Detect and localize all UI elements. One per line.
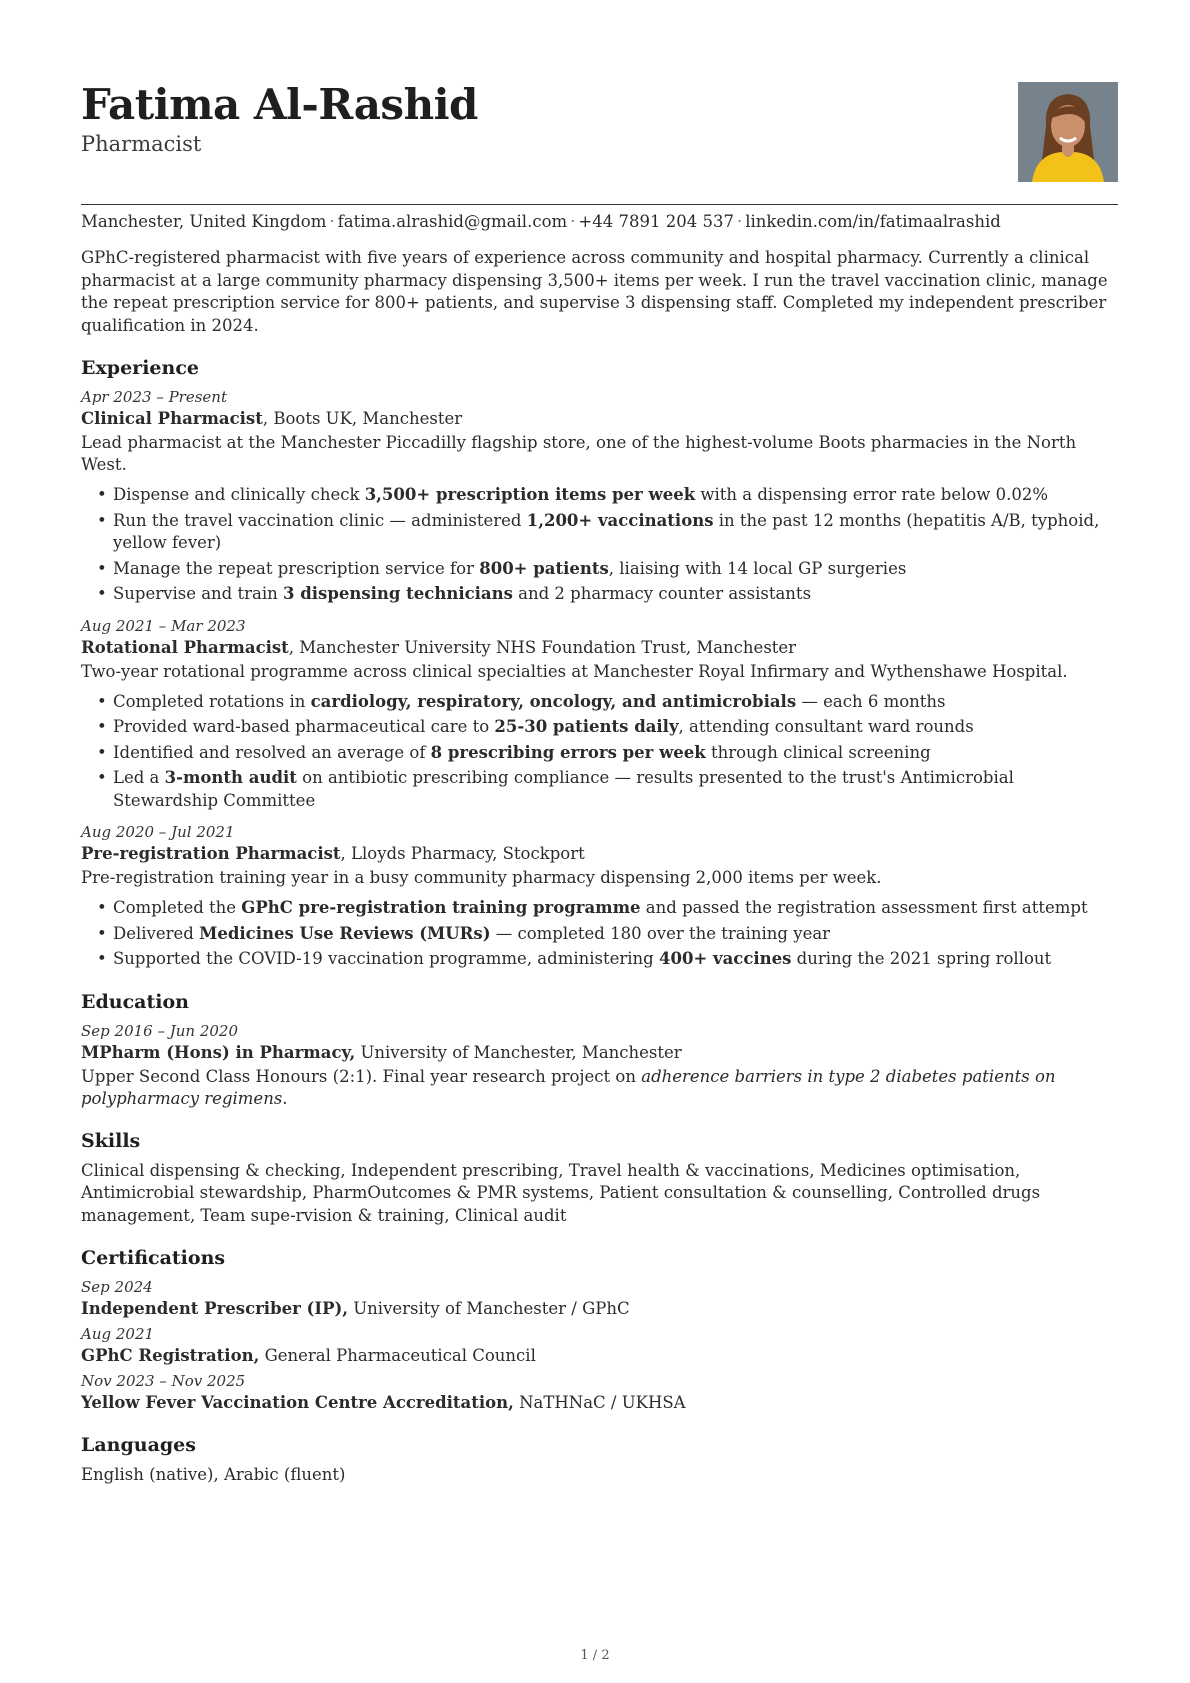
job-description: Two-year rotational programme across clinical specialties at Manchester Royal Infirmary and Wythenshawe Hospital.	[81, 661, 1068, 681]
job-bullet: • Led a 3-month audit on antibiotic prescribing compliance — results presented to the trust's Antimicrobial Stewardship Committee	[113, 767, 1118, 812]
job-role-line	[81, 408, 1118, 430]
certification-line	[81, 1298, 1118, 1320]
header	[81, 82, 1118, 196]
job-bullets	[81, 897, 1118, 971]
header-divider	[81, 204, 1118, 205]
certification-entry	[81, 1324, 1118, 1367]
experience-entry	[81, 616, 1118, 813]
contact-email[interactable]: fatima.alrashid@gmail.com	[337, 212, 568, 231]
certification-issuer: NaTHNaC / UKHSA	[513, 1393, 686, 1412]
job-bullet: • Run the travel vaccination clinic — administered 1,200+ vaccinations in the past 12 months (hepatitis A/B, typhoid, yellow fever)	[113, 510, 1118, 555]
certification-entry	[81, 1277, 1118, 1320]
languages-list: English (native), Arabic (fluent)	[81, 1465, 346, 1484]
job-bullet: • Dispense and clinically check 3,500+ prescription items per week with a dispensing error rate below 0.02%	[113, 484, 1118, 507]
job-role: Pre-registration Pharmacist	[81, 844, 341, 863]
job-description: Lead pharmacist at the Manchester Piccadilly flagship store, one of the highest-volume Boots pharmacies in the North West.	[81, 433, 1077, 474]
job-bullets	[81, 691, 1118, 813]
experience-entry	[81, 387, 1118, 606]
job-employer: , Boots UK, Manchester	[262, 409, 463, 428]
certifications-heading: Certifications	[81, 1247, 226, 1269]
certification-issuer: General Pharmaceutical Council	[259, 1346, 536, 1365]
job-bullet: • Manage the repeat prescription service for 800+ patients, liaising with 14 local GP surgeries	[113, 558, 1118, 581]
certification-name: Independent Prescriber (IP),	[81, 1299, 349, 1318]
experience-entry	[81, 822, 1118, 971]
contact-separator: ·	[329, 212, 335, 231]
contact-linkedin[interactable]: linkedin.com/in/fatimaalrashid	[745, 212, 1001, 231]
job-bullet: • Provided ward-based pharmaceutical care to 25-30 patients daily, attending consultant ward rounds	[113, 716, 1118, 739]
contact-line	[81, 212, 1118, 231]
skills-list: Clinical dispensing & checking, Independent prescribing, Travel health & vaccinations, Medicines optimisation, Antimicrobial stewardship, PharmOutcomes & PMR systems, Patient consultation & counselling, Controlled drugs management, Team supe-rvision & training, Clinical audit	[81, 1160, 1041, 1225]
job-employer: , Manchester University NHS Foundation Trust, Manchester	[288, 637, 797, 657]
education-school: University of Manchester, Manchester	[355, 1042, 682, 1062]
job-employer: , Lloyds Pharmacy, Stockport	[340, 844, 585, 863]
certification-date: Aug 2021	[81, 1325, 155, 1343]
professional-summary: GPhC-registered pharmacist with five years of experience across community and hospital pharmacy. Currently a clinical pharmacist at a large community pharmacy dispensing 3,500+ items per week. I run the travel vaccination clinic, manage the repeat prescription service for 800+ patients, and supervise 3 dispensing staff. Completed my independent prescriber qualification in 2024.	[81, 248, 1108, 335]
certification-date: Nov 2023 – Nov 2025	[81, 1372, 246, 1390]
certification-line	[81, 1392, 1118, 1414]
education-description: Upper Second Class Honours (2:1). Final year research project on adherence barriers in type 2 diabetes patients on polypharmacy regimens.	[81, 1066, 1056, 1108]
experience-heading: Experience	[81, 357, 199, 379]
education-degree-line	[81, 1042, 1118, 1064]
job-role: Rotational Pharmacist	[81, 637, 289, 657]
certification-issuer: University of Manchester / GPhC	[348, 1299, 630, 1318]
job-bullet: • Completed the GPhC pre-registration training programme and passed the registration assessment first attempt	[113, 897, 1118, 920]
resume-page	[81, 64, 1118, 1486]
job-bullet: • Delivered Medicines Use Reviews (MURs) — completed 180 over the training year	[113, 923, 1118, 946]
job-bullet: • Identified and resolved an average of 8 prescribing errors per week through clinical screening	[113, 742, 1118, 765]
education-date: Sep 2016 – Jun 2020	[81, 1021, 239, 1040]
job-bullet: • Completed rotations in cardiology, respiratory, oncology, and antimicrobials — each 6 months	[113, 691, 1118, 714]
certification-line	[81, 1345, 1118, 1367]
job-bullets	[81, 484, 1118, 606]
job-bullet: • Supported the COVID-19 vaccination programme, administering 400+ vaccines during the 2021 spring rollout	[113, 948, 1118, 971]
job-date: Aug 2020 – Jul 2021	[81, 823, 235, 841]
profile-photo	[1018, 82, 1118, 182]
certification-date: Sep 2024	[81, 1278, 153, 1296]
job-date: Aug 2021 – Mar 2023	[81, 616, 246, 635]
job-description: Pre-registration training year in a busy community pharmacy dispensing 2,000 items per week.	[81, 868, 882, 887]
job-role-line	[81, 637, 1118, 659]
contact-separator: ·	[736, 212, 743, 231]
certification-name: Yellow Fever Vaccination Centre Accreditation,	[81, 1393, 514, 1412]
job-date: Apr 2023 – Present	[81, 388, 227, 406]
candidate-name: Fatima Al-Rashid	[81, 80, 478, 129]
job-role: Clinical Pharmacist	[81, 409, 263, 428]
education-heading: Education	[81, 990, 189, 1013]
job-bullet: • Supervise and train 3 dispensing technicians and 2 pharmacy counter assistants	[113, 583, 1118, 606]
job-role-line	[81, 843, 1118, 865]
page-number: 1 / 2	[580, 1648, 610, 1663]
skills-heading: Skills	[81, 1129, 141, 1152]
job-title: Pharmacist	[81, 132, 202, 157]
certification-entry	[81, 1371, 1118, 1414]
education-entry	[81, 1021, 1118, 1110]
languages-heading: Languages	[81, 1434, 196, 1456]
contact-separator: ·	[570, 212, 576, 231]
education-degree: MPharm (Hons) in Pharmacy,	[81, 1042, 356, 1062]
certification-name: GPhC Registration,	[81, 1346, 260, 1365]
contact-location: Manchester, United Kingdom	[81, 212, 327, 231]
contact-phone[interactable]: +44 7891 204 537	[578, 212, 734, 231]
